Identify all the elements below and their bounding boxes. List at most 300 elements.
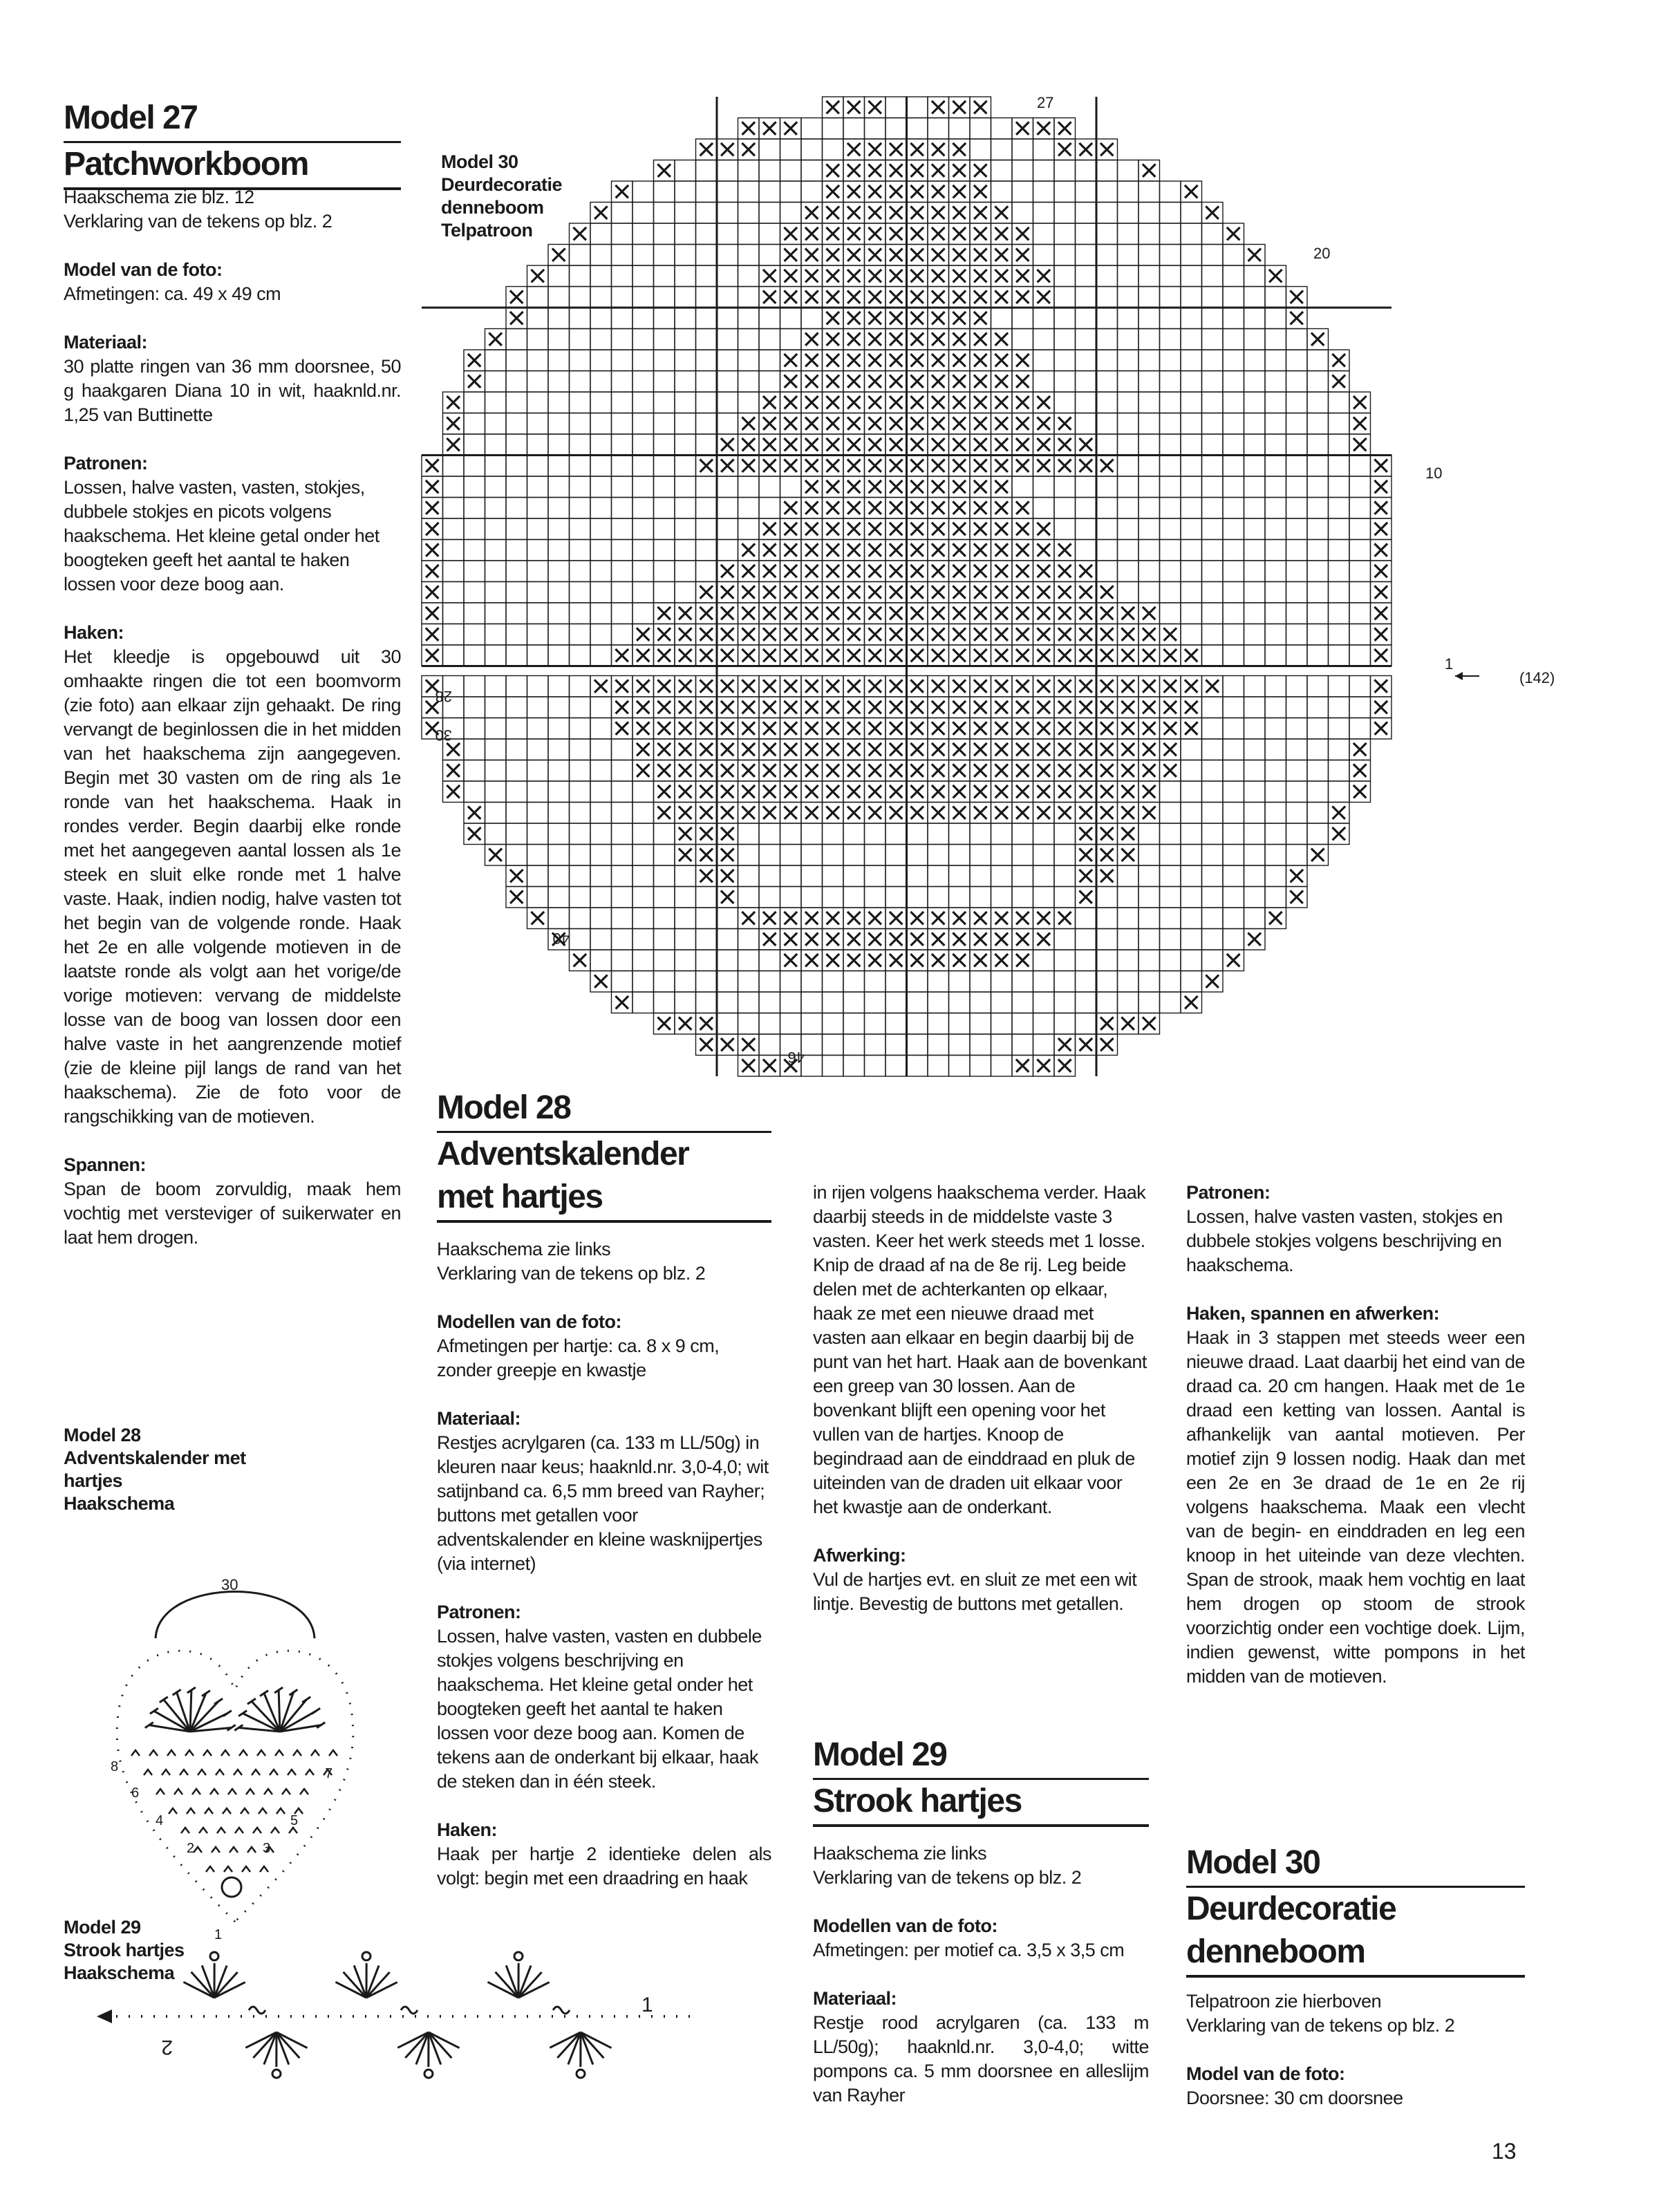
chart-cell [1202,845,1224,866]
chart-cell [696,561,718,582]
chart-cell [991,823,1013,845]
chart-cell [1033,992,1055,1013]
chart-cell [612,392,633,413]
chart-cell [1138,929,1160,950]
chart-cell [632,308,654,329]
chart-cell [696,887,718,908]
chart-cell [1223,582,1244,603]
chart-cell [1118,476,1139,498]
chart-cell [991,865,1013,887]
chart-cell [464,476,485,498]
chart-cell [527,823,549,845]
chart-cell [1076,971,1097,993]
chart-cell [1181,929,1202,950]
chart-cell [570,908,591,929]
chart-cell [1265,739,1286,760]
chart-cell [1286,456,1308,477]
chart-cell [1096,392,1118,413]
chart-cell [738,971,760,993]
chart-cell [632,329,654,350]
chart-cell [570,498,591,519]
model27-spannen-head: Spannen: [64,1154,147,1175]
chart-cell [1054,476,1076,498]
chart-cell [1307,476,1329,498]
heart-stitch-mark [217,1828,225,1833]
chart-cell [612,929,633,950]
chart-cell [717,929,738,950]
chart-cell [464,781,485,803]
fan-stitch [190,1701,218,1732]
chart-cell [1138,329,1160,350]
chart-cell [801,160,823,182]
chart-cell [590,476,612,498]
chart-cell [801,971,823,993]
chart-cell [1033,181,1055,203]
chart-cell [548,308,570,329]
chart-cell [1223,887,1244,908]
chart-cell [675,308,696,329]
chart-cell [485,803,507,824]
chart-cell [1160,456,1181,477]
chart-cell [801,823,823,845]
chart-cell [548,781,570,803]
chart-cell [928,118,949,140]
chart-cell [991,992,1013,1013]
chart-cell [1307,739,1329,760]
chart-cell [1329,645,1350,666]
chart-cell [612,887,633,908]
caption-line: Adventskalender met [64,1447,246,1468]
heart-stitch-mark [224,1866,232,1872]
chart-cell [590,603,612,624]
chart-cell [1307,823,1329,845]
chart-cell [506,518,527,540]
chart-cell [1202,718,1224,740]
model27-title-line2: Patchworkboom [64,143,401,190]
chart-cell [506,697,527,718]
heart-stitch-mark [206,1866,214,1872]
strip-fan-stitch [429,2032,451,2058]
chart-cell [485,760,507,782]
chart-cell [464,498,485,519]
chart-cell [1307,456,1329,477]
model28-title [437,1087,771,1223]
chart-cell [1244,540,1266,561]
chart-cell [485,434,507,456]
chart-cell [970,865,991,887]
chart-cell [612,498,633,519]
chart-cell [590,308,612,329]
chart-cell [801,139,823,160]
chart-cell [632,350,654,371]
chart-cell [1307,803,1329,824]
chart-cell [1181,865,1202,887]
chart-cell [590,223,612,245]
caption-line: Model 30 [441,151,518,172]
strip-fan-stitch [276,2032,299,2058]
chart-cell [654,929,675,950]
chart-cell [780,992,802,1013]
chart-cell [527,413,549,435]
chart-cell [991,1034,1013,1056]
chart-cell [1202,624,1224,646]
chart-cell [1096,350,1118,371]
chart-cell [632,434,654,456]
chart-cell [527,887,549,908]
chart-cell [1012,1013,1033,1035]
chart-cell [590,540,612,561]
chart-cell [654,434,675,456]
chart-cell [1202,803,1224,824]
chart-cell [527,645,549,666]
chart-cell [696,929,718,950]
chart-cell [1307,624,1329,646]
chart-cell [1181,392,1202,413]
chart-cell [570,329,591,350]
heart-stitch-mark [239,1750,247,1756]
chart-cell [696,203,718,224]
chart-cell [654,223,675,245]
chart-cell [1160,803,1181,824]
chart-cell [548,476,570,498]
chart-cell [1033,371,1055,393]
chart-cell [612,245,633,266]
strip-curl [553,2007,570,2014]
chart-cell [1054,518,1076,540]
chart-cell [1096,992,1118,1013]
chart-cell [1138,392,1160,413]
chart-cell [1202,582,1224,603]
heart-row-label: 4 [156,1813,164,1828]
chart-cell [1054,950,1076,971]
chart-cell [1054,1013,1076,1035]
chart-cell [970,845,991,866]
chart-cell [506,582,527,603]
chart-cell [632,929,654,950]
heart-stitch-mark [257,1750,265,1756]
chart-cell [654,498,675,519]
chart-cell [696,287,718,308]
chart-cell [1160,413,1181,435]
chart-cell [654,265,675,287]
chart-cell [1118,971,1139,993]
strip-motifs [183,1952,611,2078]
chart-cell [1160,518,1181,540]
heart-stitch-mark [264,1789,272,1794]
chart-cell [1054,971,1076,993]
chart-cell [1223,908,1244,929]
chart-cell [632,803,654,824]
model29-ref1: Haakschema zie links [813,1843,987,1864]
chart-cell [654,908,675,929]
chart-cell [548,329,570,350]
chart-cell [1118,582,1139,603]
chart-cell [632,971,654,993]
chart-cell [1160,498,1181,519]
fan-stitch [164,1700,190,1732]
chart-cell [464,518,485,540]
chart-cell [1286,518,1308,540]
chart-cell [527,803,549,824]
chart-cell [1244,760,1266,782]
chart-cell [548,498,570,519]
chart-cell [590,823,612,845]
chart-cell [738,350,760,371]
chart-cell [738,160,760,182]
chart-cell [823,1034,844,1056]
chart-cell [675,287,696,308]
chart-cell [738,329,760,350]
chart-cell [1286,845,1308,866]
chart-cell [1012,329,1033,350]
chart-cell [1160,308,1181,329]
chart-cell [570,287,591,308]
chart-cell [1160,845,1181,866]
strip-fan-stitch [557,2032,581,2058]
chart-cell [991,1056,1013,1077]
chart-cell [464,697,485,718]
chart-cell [1286,392,1308,413]
chart-cell [1244,645,1266,666]
chart-cell [1054,845,1076,866]
heart-row-label: 1 [214,1927,223,1942]
chart-cell [506,350,527,371]
chart-cell [1033,865,1055,887]
chart-cell [759,371,780,393]
chart-cell [612,518,633,540]
chart-cell [1329,456,1350,477]
chart-cell [1223,498,1244,519]
chart-cell [1244,845,1266,866]
strip-picot [424,2070,433,2078]
chart-cell [1138,456,1160,477]
chart-cell [1223,845,1244,866]
chart-cell [675,181,696,203]
chart-cell [1181,561,1202,582]
chart-cell [1181,476,1202,498]
chart-cell [1202,456,1224,477]
chart-cell [632,181,654,203]
chart-cell [1244,371,1266,393]
chart-cell [590,392,612,413]
model29-materiaal-head: Materiaal: [813,1988,897,2009]
chart-cell [612,203,633,224]
model27-body [64,185,401,1274]
chart-cell [738,498,760,519]
chart-cell [1244,498,1266,519]
chart-cell [548,887,570,908]
chart-cell [885,1056,907,1077]
chart-cell [1160,265,1181,287]
chart-cell [612,803,633,824]
chart-cell [801,992,823,1013]
chart-cell [1076,518,1097,540]
heart-stitch-mark [271,1828,279,1833]
chart-cell [1138,823,1160,845]
chart-cell [675,908,696,929]
model28-title-line3: met hartjes [437,1176,771,1223]
chart-cell [548,434,570,456]
chart-cell [1118,950,1139,971]
chart-cell [590,697,612,718]
model28-body-cont [813,1181,1149,1640]
chart-cell [1349,603,1371,624]
chart-cell [1307,498,1329,519]
chart-cell [632,245,654,266]
heart-stitch-mark [223,1808,231,1814]
heart-stitch-mark [192,1789,200,1794]
chart-cell [970,1034,991,1056]
chart-cell [717,160,738,182]
chart-cell [1265,582,1286,603]
chart-cell [590,887,612,908]
chart-cell [590,434,612,456]
chart-cell [1244,434,1266,456]
chart-cell [1265,823,1286,845]
chart-cell [485,540,507,561]
chart-cell [612,329,633,350]
chart-cell [1307,676,1329,697]
chart-cell [443,603,465,624]
model28-ref1: Haakschema zie links [437,1239,611,1259]
heart-row-label: 8 [111,1759,119,1774]
model27-patronen-text: Lossen, halve vasten, vasten, stokjes, dubbele stokjes en picots volgens haakschema. Het kleine getal onder het boogteken geeft het aantal te haken lossen voor deze boog aan. [64,477,379,594]
chart-cell [1138,498,1160,519]
chart-cell [717,950,738,971]
chart-cell [1160,992,1181,1013]
chart-cell [696,498,718,519]
chart-cell [1160,540,1181,561]
chart-cell [759,245,780,266]
chart-cell [1223,456,1244,477]
chart-cell [485,518,507,540]
model28-materiaal-head: Materiaal: [437,1408,521,1429]
model27-haken-text: Het kleedje is opgebouwd uit 30 omhaakte ringen die tot een boomvorm (zie foto) aan elkaar zijn gehaakt. De ring vervangt de beginlossen die in het midden van het haakschema zijn aangegeven. Begin met 30 vasten om de ring als 1e ronde van het haakschema. Haak in rondes verder. Begin daarbij elke ronde met het aangegeven aantal lossen als 1e steek en sluit elke ronde met 1 halve vaste. Haak, indien nodig, halve vasten tot het begin van de volgende ronde. Haak het 2e en alle volgende motieven in de laatste ronde als volgt aan het vorige/de vorige motieven: vervang de middelste losse van de boog van lossen door een halve vaste in het aangrenzende motief (zie de kleine pijl langs de rand van het haakschema). Zie de foto voor de rangschikking van de motieven. [64,646,401,1127]
chart-cell [1202,887,1224,908]
chart-cell [1265,624,1286,646]
chart-cell [464,676,485,697]
chart-cell [1096,203,1118,224]
model27-ref2: Verklaring van de tekens op blz. 2 [64,211,332,232]
chart-cell [612,287,633,308]
chart-cell [1244,413,1266,435]
chart-cell [443,561,465,582]
heart-stitch-mark [198,1770,206,1775]
strip-fan-stitch [191,1972,214,1998]
chart-cell [1181,518,1202,540]
chart-cell [527,697,549,718]
heart-stitch-mark [288,1770,296,1775]
chart-cell [1118,308,1139,329]
chart-cell [570,845,591,866]
chart-cell [1118,350,1139,371]
chart-cell [843,1056,865,1077]
chart-cell [1329,582,1350,603]
chart-label-row28: 28 [435,688,452,705]
chart-cell [1160,392,1181,413]
chart-cell [1265,676,1286,697]
chart-cell [654,413,675,435]
chart-cell [1223,434,1244,456]
chart-cell [928,823,949,845]
chart-cell [570,803,591,824]
chart-cell [548,908,570,929]
chart-cell [527,371,549,393]
chart-cell [1244,518,1266,540]
heart-stitch-mark [167,1750,176,1756]
chart-cell [738,308,760,329]
model28-title-line1: Model 28 [437,1087,771,1133]
chart-cell [1307,561,1329,582]
caption-line: Telpatroon [441,220,533,241]
chart-cell [654,971,675,993]
chart-cell [1265,350,1286,371]
chart-cell [823,1013,844,1035]
chart-cell [654,865,675,887]
model28-title-line2: Adventskalender [437,1136,689,1172]
chart-cell [590,350,612,371]
chart-cell [1202,498,1224,519]
chart-label-row40: 40 [552,930,570,947]
chart-cell [654,823,675,845]
chart-cell [612,823,633,845]
chart-cell [485,676,507,697]
chart-cell [570,371,591,393]
chart-cell [675,971,696,993]
chart-cell [738,823,760,845]
model29-body [813,1841,1149,2132]
chart-cell [843,865,865,887]
chart-cell [907,887,928,908]
chart-cell [1286,603,1308,624]
chart-cell [675,540,696,561]
chart-cell [1265,518,1286,540]
chart-cell [506,540,527,561]
chart-cell [1202,371,1224,393]
chart-cell [738,929,760,950]
chart-cell [759,329,780,350]
chart-cell [759,1013,780,1035]
chart-label-row1: 1 [1445,655,1454,673]
chart-cell [675,245,696,266]
chart-cell [738,203,760,224]
chart-cell [907,97,928,118]
chart-cell [1286,781,1308,803]
chart-cell [1181,739,1202,760]
chart-cell [1286,803,1308,824]
chart-cell [1118,160,1139,182]
chart-cell [675,329,696,350]
chart-cell [1160,245,1181,266]
chart-cell [1329,392,1350,413]
chart-cell [1286,413,1308,435]
chart-cell [1286,718,1308,740]
chart-cell [1223,245,1244,266]
chart-cell [1202,645,1224,666]
chart-cell [1202,561,1224,582]
chart-cell [1138,518,1160,540]
chart-cell [590,739,612,760]
chart-cell [1054,160,1076,182]
chart-cell [548,350,570,371]
chart-cell [949,992,971,1013]
model27-haken-head: Haken: [64,622,124,643]
model30-foto-text: Doorsnee: 30 cm doorsnee [1186,2088,1403,2108]
chart-cell [1307,603,1329,624]
chart-cell [949,1034,971,1056]
chart-cell [885,118,907,140]
chart-cell [717,971,738,993]
